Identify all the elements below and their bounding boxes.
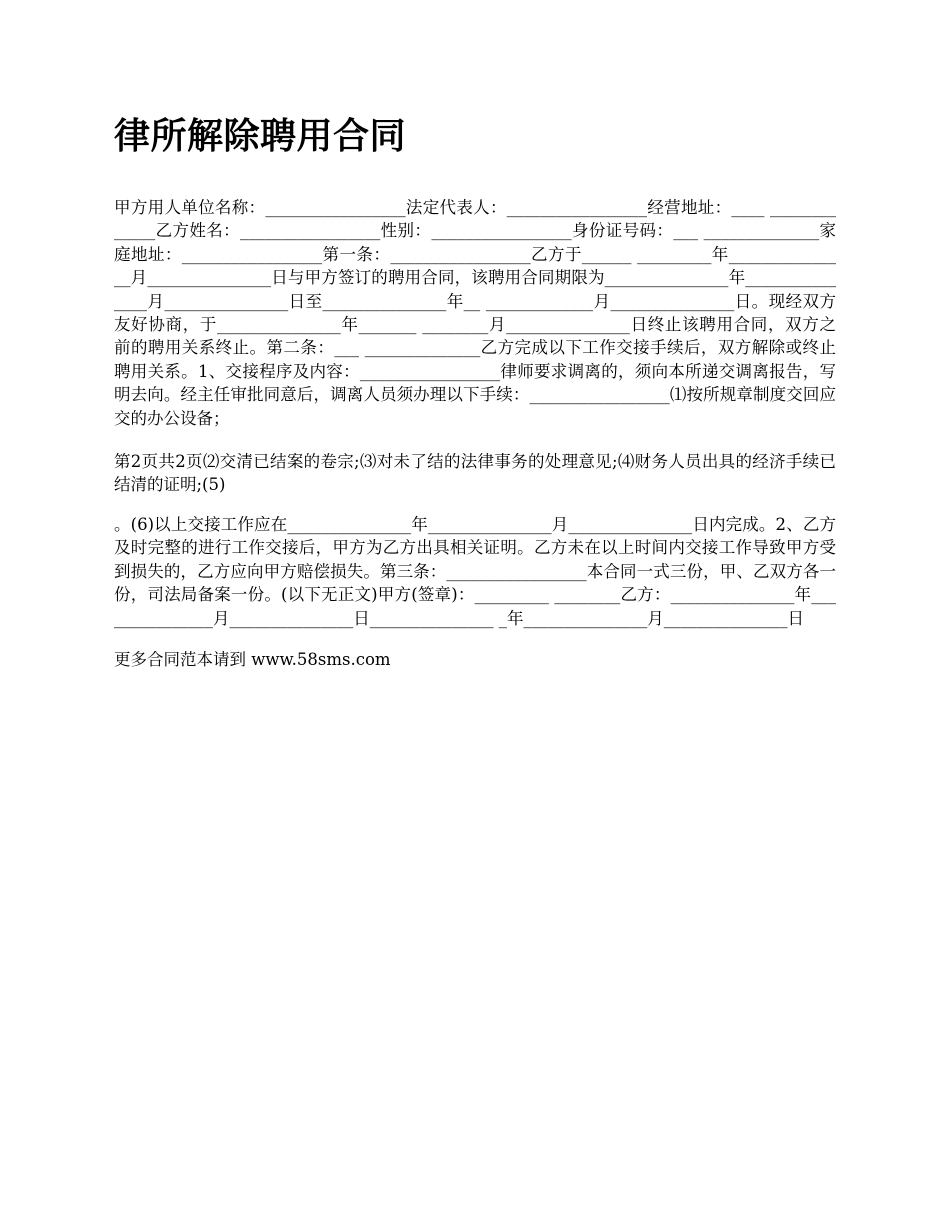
contract-body-paragraph: 甲方用人单位名称：_________________法定代表人：_________________经营地址：____ _____________乙方姓名：_________________性别：_________________身份证号码：___ ______________家庭地址：_________________第一条：_________________乙方于______ _________年_______________月_______________日与甲方签订的聘用合同，该聘用合同期限为_______________年_______________月_______________日至_______________年__ _____________月_______________日。现经双方友好协商，于_______________年_______ ________月_______________日终止该聘用合同，双方之前的聘用关系终止。第二条：___ ______________乙方完成以下工作交接手续后，双方解除或终止聘用关系。1、交接程序及内容：_________________律师要求调离的，须向本所递交调离报告，写明去向。经主任审批同意后，调离人员须办理以下手续：_________________⑴按所规章制度交回应交的办公设备； [114,198,836,428]
page-note-paragraph: 第2页共2页⑵交清已结案的卷宗;⑶对未了结的法律事务的处理意见;⑷财务人员出具的经济手续已结清的证明;(5) [114,452,836,495]
contract-closing-paragraph: 。(6)以上交接工作应在_______________年_______________月_______________日内完成。2、乙方及时完整的进行工作交接后，甲方为乙方出具相关证明。乙方未在以上时间内交接工作导致甲方受到损失的，乙方应向甲方赔偿损失。第三条：_________________本合同一式三份，甲、乙双方各一份，司法局备案一份。(以下无正文)甲方(签章)：_________ ________乙方：_______________年_______________月_______________日_______________ _年_______________月_______________日 [114,514,836,628]
document-title: 律所解除聘用合同 [114,115,407,157]
document-page [114,110,836,687]
footer-link-text: 更多合同范本请到 www.58sms.com [114,649,391,669]
